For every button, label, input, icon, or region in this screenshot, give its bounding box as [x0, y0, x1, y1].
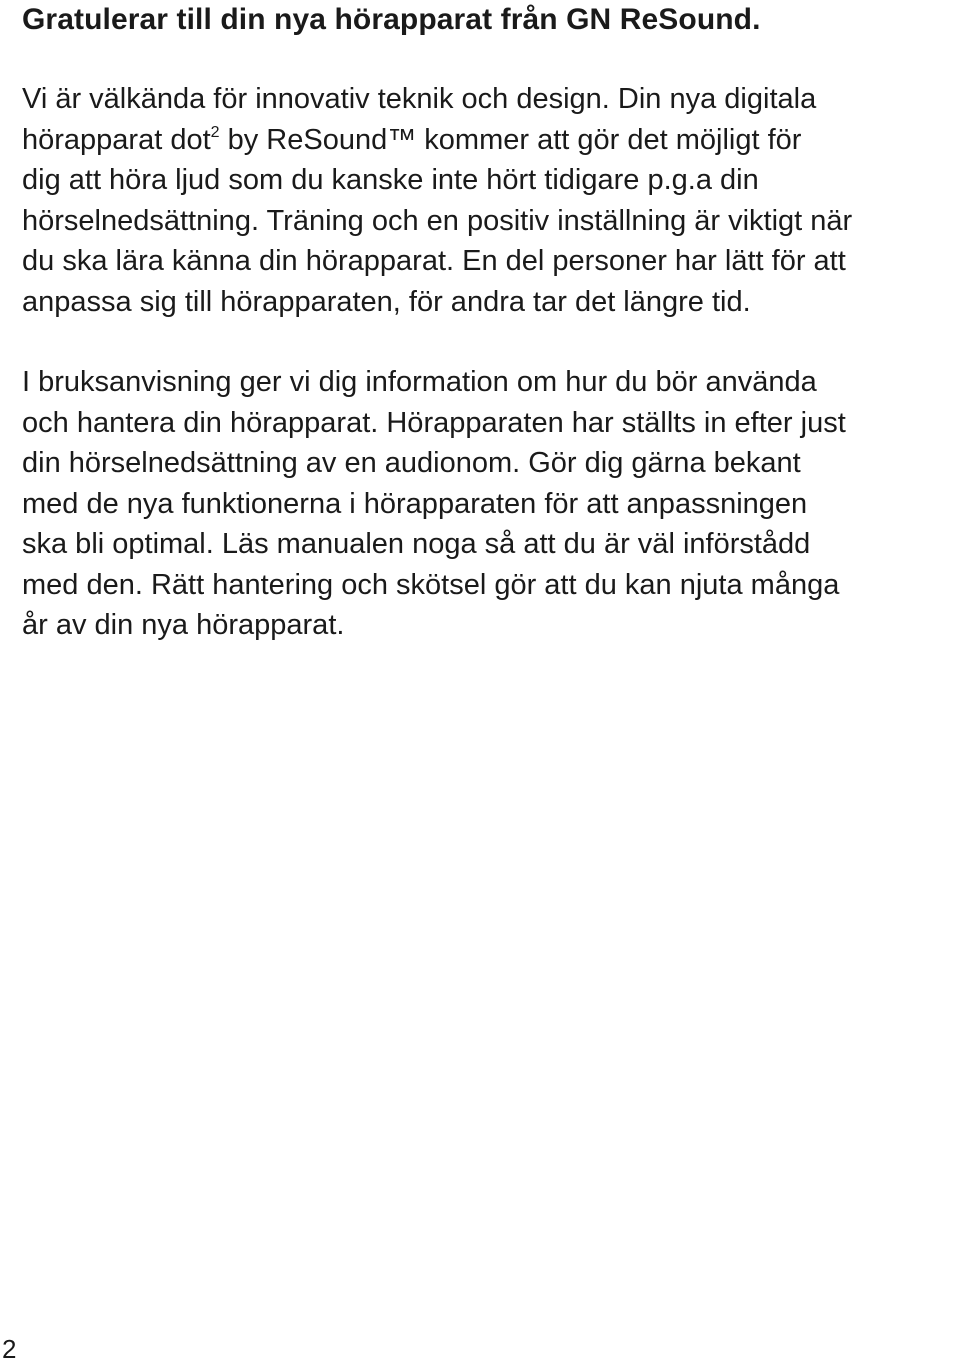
paragraph-line: ska bli optimal. Läs manualen noga så att du är väl införstådd: [22, 528, 811, 560]
manual-info-paragraph: [22, 362, 960, 646]
paragraph-line: du ska lära känna din hörapparat. En del personer har lätt för att: [22, 245, 846, 277]
paragraph-line: med den. Rätt hantering och skötsel gör att du kan njuta många: [22, 568, 840, 601]
paragraph-text: by ReSound™ kommer att gör det möjligt för: [219, 123, 802, 156]
page-title: Gratulerar till din nya hörapparat från GN ReSound.: [22, 3, 761, 36]
paragraph-line: I bruksanvisning ger vi dig information om hur du bör använda: [22, 366, 817, 398]
superscript: 2: [210, 123, 220, 141]
page-number: 2: [2, 1334, 17, 1364]
paragraph-line: med de nya funktionerna i hörapparaten för att anpassningen: [22, 487, 808, 520]
paragraph-line: [22, 120, 960, 161]
intro-paragraph: [22, 79, 960, 322]
paragraph-line: anpassa sig till hörapparaten, för andra tar det längre tid.: [22, 285, 751, 318]
paragraph-line: hörselnedsättning. Träning och en positiv inställning är viktigt när: [22, 204, 853, 237]
paragraph-line: och hantera din hörapparat. Hörapparaten har ställts in efter just: [22, 406, 846, 439]
paragraph-line: din hörselnedsättning av en audionom. Gör dig gärna bekant: [22, 447, 801, 479]
paragraph-line: år av din nya hörapparat.: [22, 609, 345, 641]
paragraph-text: hörapparat dot: [22, 123, 211, 156]
paragraph-line: Vi är välkända för innovativ teknik och design. Din nya digitala: [22, 83, 817, 115]
paragraph-line: dig att höra ljud som du kanske inte hört tidigare p.g.a din: [22, 164, 759, 196]
